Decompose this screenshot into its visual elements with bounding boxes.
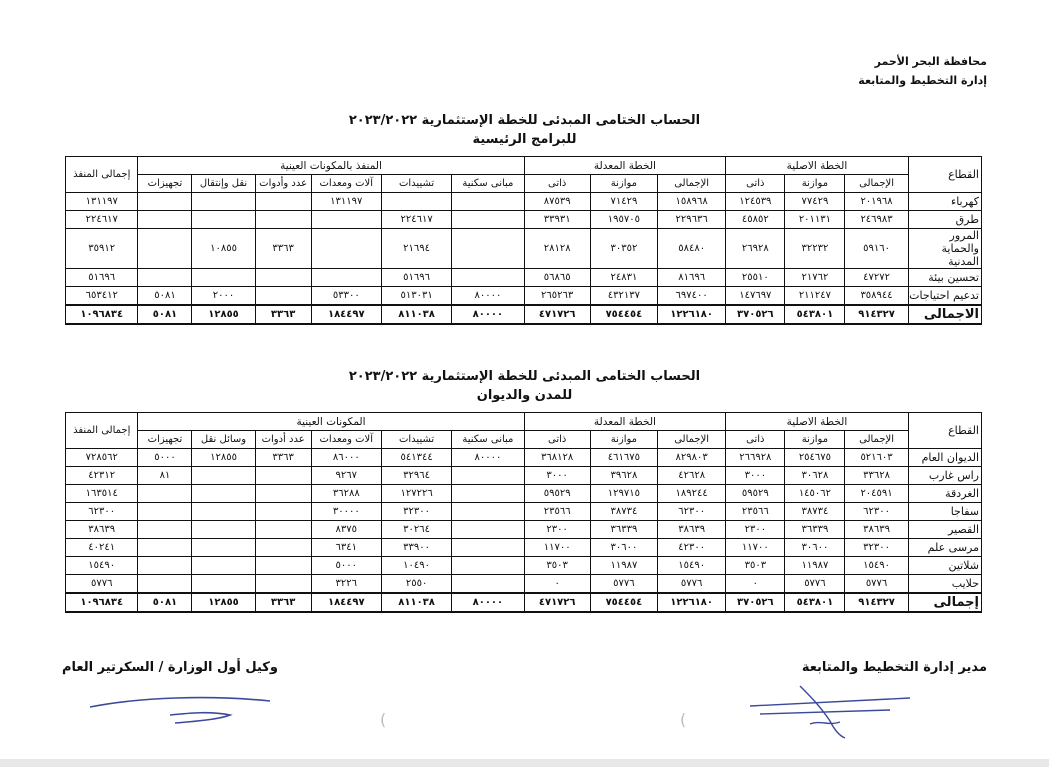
value-cell: ١٥٤٩٠: [845, 557, 908, 575]
signature-scribble-right: [740, 676, 920, 746]
value-cell: ٥٢١٦٠٣: [845, 449, 908, 467]
value-cell: ٥١٦٩٦: [66, 269, 138, 287]
value-cell: ٣٢٣٠٠: [845, 539, 908, 557]
table2-subtitle: للمدن والديوان: [476, 388, 573, 403]
value-cell: ٣٦٣٣٩: [590, 521, 657, 539]
value-cell: ٣٣٦٢٨: [845, 467, 908, 485]
value-cell: ٢٦٥٢٦٣: [524, 287, 590, 306]
value-cell: ١٢٨٥٥: [192, 593, 255, 612]
table-row: [66, 557, 982, 575]
value-cell: [138, 193, 192, 211]
executed-components-header: المكونات العينية: [138, 413, 524, 431]
value-cell: ٥٦٨٦٥: [524, 269, 590, 287]
column-subheader: موازنة: [785, 431, 845, 449]
value-cell: ٧٥٤٤٥٤: [590, 593, 657, 612]
value-cell: ٨٠٠٠٠: [452, 449, 524, 467]
value-cell: ٨١١٠٣٨: [381, 305, 451, 324]
value-cell: ١٠٩٦٨٣٤: [66, 305, 138, 324]
value-cell: ٣٠٦٠٠: [590, 539, 657, 557]
value-cell: ١٣١١٩٧: [311, 193, 381, 211]
value-cell: [192, 575, 255, 594]
value-cell: ٢٥٥٠: [381, 575, 451, 594]
column-subheader: ذاتى: [524, 431, 590, 449]
column-subheader: آلات ومعدات: [311, 175, 381, 193]
value-cell: [192, 269, 255, 287]
value-cell: ٨٠٠٠٠: [452, 305, 524, 324]
sector-name-cell: الغردقة: [908, 485, 981, 503]
table-row: [66, 503, 982, 521]
value-cell: [452, 269, 524, 287]
value-cell: [311, 211, 381, 229]
value-cell: [138, 269, 192, 287]
value-cell: ٢٤٦٩٨٣: [845, 211, 908, 229]
value-cell: ٣٠٠٠: [524, 467, 590, 485]
value-cell: ٨٠٠٠٠: [452, 593, 524, 612]
value-cell: ١٥٤٩٠: [658, 557, 726, 575]
value-cell: ٣٠٦٢٨: [785, 467, 845, 485]
column-subheader: تجهيزات: [138, 431, 192, 449]
executed-components-header: المنفذ بالمكونات العينية: [138, 157, 524, 175]
value-cell: [138, 539, 192, 557]
value-cell: ٣٠٦٠٠: [785, 539, 845, 557]
table-row: [66, 485, 982, 503]
signature-title-right: مدير إدارة التخطيط والمتابعة: [801, 660, 987, 675]
value-cell: [255, 557, 311, 575]
value-cell: ٣٦٣٣٩: [785, 521, 845, 539]
value-cell: ٣٠٣٥٢: [590, 229, 657, 269]
value-cell: ٧١٤٢٩: [590, 193, 657, 211]
total-executed-header: إجمالى المنفذ: [66, 413, 138, 449]
value-cell: ٨٧٥٣٩: [524, 193, 590, 211]
total-executed-header: إجمالى المنفذ: [66, 157, 138, 193]
value-cell: ٥٠٨١: [138, 305, 192, 324]
value-cell: ٣٢٢٣٢: [785, 229, 845, 269]
table2-title: الحساب الختامى المبدئى للخطة الإستثمارية ٢٠٢٣/٢٠٢٢: [348, 369, 701, 384]
value-cell: ٤٥٨٥٢: [726, 211, 785, 229]
value-cell: ٥٩٥٢٩: [726, 485, 785, 503]
value-cell: ٦٥٣٤١٢: [66, 287, 138, 306]
value-cell: ٢٥٥١٠: [726, 269, 785, 287]
sector-name-cell: حلايب: [908, 575, 981, 594]
binder-hole-mark: (: [380, 710, 387, 729]
value-cell: [255, 503, 311, 521]
column-subheader: وسائل نقل: [192, 431, 255, 449]
value-cell: ٥٠٨١: [138, 287, 192, 306]
value-cell: [138, 557, 192, 575]
value-cell: ٨٢٩٨٠٣: [658, 449, 726, 467]
value-cell: [311, 229, 381, 269]
sector-name-cell: الديوان العام: [908, 449, 981, 467]
value-cell: ٣٦٨١٢٨: [524, 449, 590, 467]
value-cell: ٤٦١٦٧٥: [590, 449, 657, 467]
value-cell: [381, 193, 451, 211]
table1-title: الحساب الختامى المبدئى للخطة الإستثمارية ٢٠٢٣/٢٠٢٢: [348, 113, 701, 128]
column-subheader: ذاتى: [726, 175, 785, 193]
value-cell: ٣٩٦٢٨: [590, 467, 657, 485]
value-cell: ٩١٤٣٢٧: [845, 305, 908, 324]
sector-name-cell: الاجمالى: [908, 305, 981, 324]
value-cell: ٥٩٥٢٩: [524, 485, 590, 503]
value-cell: ١٣١١٩٧: [66, 193, 138, 211]
modified-plan-header: الخطة المعدلة: [524, 157, 726, 175]
value-cell: ٣٧٠٥٢٦: [726, 305, 785, 324]
column-subheader: ذاتى: [524, 175, 590, 193]
value-cell: ١٥٨٩٦٨: [658, 193, 726, 211]
sector-name-cell: مرسى علم: [908, 539, 981, 557]
value-cell: ٣٨٧٣٤: [785, 503, 845, 521]
column-subheader: عدد وأدوات: [255, 175, 311, 193]
value-cell: ١٢٢٦١٨٠: [658, 593, 726, 612]
value-cell: ٣٣٦٣: [255, 593, 311, 612]
value-cell: ١٨٤٤٩٧: [311, 593, 381, 612]
document-header: [858, 52, 987, 90]
scan-edge: [0, 759, 1049, 767]
value-cell: ٥٧٧٦: [590, 575, 657, 594]
governorate-name: محافظة البحر الأحمر: [874, 55, 987, 68]
value-cell: ٣٥٨٩٤٤: [845, 287, 908, 306]
value-cell: ١١٩٨٧: [785, 557, 845, 575]
value-cell: ١٢٩٧١٥: [590, 485, 657, 503]
value-cell: ١٢٢٦١٨٠: [658, 305, 726, 324]
value-cell: ١٢٤٥٣٩: [726, 193, 785, 211]
value-cell: ٢٦٦٩٢٨: [726, 449, 785, 467]
column-subheader: مبانى سكنية: [452, 431, 524, 449]
sector-name-cell: سفاجا: [908, 503, 981, 521]
value-cell: ١١٩٨٧: [590, 557, 657, 575]
value-cell: ٢٣٠٠: [524, 521, 590, 539]
value-cell: [192, 521, 255, 539]
value-cell: ٣٢٣٠٠: [381, 503, 451, 521]
sector-header: القطاع: [908, 157, 981, 193]
value-cell: ٢٤٨٣١: [590, 269, 657, 287]
value-cell: ٣٢٩٦٤: [381, 467, 451, 485]
value-cell: [452, 211, 524, 229]
table-row: [66, 593, 982, 612]
value-cell: ٢٣٥٦٦: [726, 503, 785, 521]
value-cell: ٢٢٤٦١٧: [66, 211, 138, 229]
value-cell: [192, 485, 255, 503]
sector-name-cell: القصير: [908, 521, 981, 539]
value-cell: ٥٤١٣٤٤: [381, 449, 451, 467]
sector-header: القطاع: [908, 413, 981, 449]
column-subheader: موازنة: [590, 431, 657, 449]
cities-table: [65, 412, 982, 613]
value-cell: ٤٧١٧٢٦: [524, 305, 590, 324]
value-cell: ٢٣٠٠: [726, 521, 785, 539]
table-row: [66, 305, 982, 324]
column-subheader: مبانى سكنية: [452, 175, 524, 193]
value-cell: ٨١١٠٣٨: [381, 593, 451, 612]
value-cell: ٣٨٦٣٩: [845, 521, 908, 539]
sector-name-cell: كهرباء: [908, 193, 981, 211]
value-cell: ٥٤٣٨٠١: [785, 593, 845, 612]
value-cell: ٦٢٣٠٠: [658, 503, 726, 521]
sector-name-cell: شلاتين: [908, 557, 981, 575]
value-cell: [255, 269, 311, 287]
table-row: [66, 287, 982, 306]
value-cell: ٥٧٧٦: [66, 575, 138, 594]
value-cell: ٣٨٦٣٩: [658, 521, 726, 539]
value-cell: ٦٢٣٠٠: [66, 503, 138, 521]
column-subheader: موازنة: [785, 175, 845, 193]
value-cell: ٨٣٧٥: [311, 521, 381, 539]
column-subheader: عدد أدوات: [255, 431, 311, 449]
value-cell: ٥٠٠٠: [311, 557, 381, 575]
value-cell: [192, 467, 255, 485]
original-plan-header: الخطة الاصلية: [726, 157, 908, 175]
value-cell: ٣٦٢٨٨: [311, 485, 381, 503]
value-cell: [255, 485, 311, 503]
table-row: [66, 575, 982, 594]
value-cell: ٢٢٤٦١٧: [381, 211, 451, 229]
value-cell: ٦٩٧٤٠٠: [658, 287, 726, 306]
column-subheader: الإجمالى: [845, 431, 908, 449]
value-cell: [452, 485, 524, 503]
sector-name-cell: المرور والحماية المدنية: [908, 229, 981, 269]
value-cell: ١٤٥٠٦٢: [785, 485, 845, 503]
value-cell: [138, 575, 192, 594]
value-cell: ١٠٨٥٥: [192, 229, 255, 269]
value-cell: ٣٠٢٦٤: [381, 521, 451, 539]
value-cell: ٣٣٦٣: [255, 305, 311, 324]
binder-hole-mark: (: [680, 710, 687, 729]
value-cell: ٣٢٢٦: [311, 575, 381, 594]
value-cell: ٥٩١٦٠: [845, 229, 908, 269]
value-cell: ٣٥٩١٢: [66, 229, 138, 269]
value-cell: [452, 521, 524, 539]
value-cell: ٣٣٩٠٠: [381, 539, 451, 557]
modified-plan-header: الخطة المعدلة: [524, 413, 726, 431]
value-cell: ٢١٦٩٤: [381, 229, 451, 269]
value-cell: ٦٣٤١: [311, 539, 381, 557]
column-subheader: آلات ومعدات: [311, 431, 381, 449]
table-row: [66, 467, 982, 485]
value-cell: ١٢٧٢٢٦: [381, 485, 451, 503]
value-cell: ٤٢٦٢٨: [658, 467, 726, 485]
column-subheader: تجهيزات: [138, 175, 192, 193]
table-row: [66, 193, 982, 211]
value-cell: ٤٣٢١٣٧: [590, 287, 657, 306]
value-cell: ٣٨٧٣٤: [590, 503, 657, 521]
signature-scribble-left: [80, 685, 280, 735]
value-cell: ٢٢٩٦٣٦: [658, 211, 726, 229]
value-cell: ٠: [524, 575, 590, 594]
value-cell: [452, 193, 524, 211]
value-cell: ٤٢٣٠٠: [658, 539, 726, 557]
value-cell: ٣٣٦٣: [255, 229, 311, 269]
value-cell: ٧٢٨٥٦٢: [66, 449, 138, 467]
value-cell: ٢٣٥٦٦: [524, 503, 590, 521]
value-cell: ١١٧٠٠: [524, 539, 590, 557]
value-cell: ٢٠١١٣١: [785, 211, 845, 229]
value-cell: ٣٥٠٣: [726, 557, 785, 575]
value-cell: ٥٠٨١: [138, 593, 192, 612]
column-subheader: الإجمالى: [658, 175, 726, 193]
sector-name-cell: إجمالى: [908, 593, 981, 612]
table-row: [66, 211, 982, 229]
value-cell: ٤٠٢٤١: [66, 539, 138, 557]
value-cell: [255, 211, 311, 229]
table-row: [66, 449, 982, 467]
value-cell: ٤٧٢٧٢: [845, 269, 908, 287]
value-cell: ٥٣٣٠٠: [311, 287, 381, 306]
value-cell: ٢١٧٦٢: [785, 269, 845, 287]
value-cell: ٥٧٧٦: [785, 575, 845, 594]
value-cell: [255, 521, 311, 539]
value-cell: ٩١٤٣٢٧: [845, 593, 908, 612]
value-cell: ١٨٤٤٩٧: [311, 305, 381, 324]
value-cell: ٨١٦٩٦: [658, 269, 726, 287]
sector-name-cell: راس غارب: [908, 467, 981, 485]
value-cell: [452, 229, 524, 269]
table-row: [66, 269, 982, 287]
department-name: إدارة التخطيط والمتابعة: [858, 74, 987, 87]
column-subheader: نقل وإنتقال: [192, 175, 255, 193]
value-cell: [452, 467, 524, 485]
value-cell: ٥٧٧٦: [658, 575, 726, 594]
value-cell: [311, 269, 381, 287]
value-cell: ٥٤٣٨٠١: [785, 305, 845, 324]
value-cell: [255, 467, 311, 485]
column-subheader: تشييدات: [381, 175, 451, 193]
value-cell: ٥٠٠٠: [138, 449, 192, 467]
value-cell: [138, 503, 192, 521]
value-cell: ٢٦٩٢٨: [726, 229, 785, 269]
value-cell: [452, 539, 524, 557]
value-cell: ٨٦٠٠٠: [311, 449, 381, 467]
value-cell: [452, 575, 524, 594]
value-cell: ٥٨٤٨٠: [658, 229, 726, 269]
value-cell: ٢١١٢٤٧: [785, 287, 845, 306]
value-cell: ١٩٥٧٠٥: [590, 211, 657, 229]
value-cell: [255, 193, 311, 211]
table-row: [66, 521, 982, 539]
value-cell: ٧٥٤٤٥٤: [590, 305, 657, 324]
value-cell: [138, 485, 192, 503]
value-cell: [452, 557, 524, 575]
value-cell: [192, 539, 255, 557]
table-row: [66, 539, 982, 557]
value-cell: ١٨٩٢٤٤: [658, 485, 726, 503]
value-cell: ٣٣٩٣١: [524, 211, 590, 229]
table-row: [66, 229, 982, 269]
column-subheader: الإجمالى: [845, 175, 908, 193]
value-cell: [452, 503, 524, 521]
value-cell: ١٢٨٥٥: [192, 449, 255, 467]
value-cell: ٢٠٠٠: [192, 287, 255, 306]
value-cell: [138, 229, 192, 269]
value-cell: ٩٢٦٧: [311, 467, 381, 485]
value-cell: ٣٠٠٠٠: [311, 503, 381, 521]
column-subheader: موازنة: [590, 175, 657, 193]
value-cell: ٣٧٠٥٢٦: [726, 593, 785, 612]
value-cell: ٢٥٤٦٧٥: [785, 449, 845, 467]
value-cell: ١٦٣٥١٤: [66, 485, 138, 503]
table1-subtitle: للبرامج الرئيسية: [472, 132, 577, 147]
sector-name-cell: تحسين بيئة: [908, 269, 981, 287]
value-cell: [255, 287, 311, 306]
value-cell: [255, 539, 311, 557]
value-cell: ٤٧١٧٢٦: [524, 593, 590, 612]
value-cell: ٢٠١٩٦٨: [845, 193, 908, 211]
value-cell: ٥٧٧٦: [845, 575, 908, 594]
column-subheader: ذاتى: [726, 431, 785, 449]
value-cell: ٨١: [138, 467, 192, 485]
value-cell: [138, 211, 192, 229]
value-cell: ٣٣٦٣: [255, 449, 311, 467]
value-cell: [192, 193, 255, 211]
value-cell: ١٢٨٥٥: [192, 305, 255, 324]
value-cell: ٨٠٠٠٠: [452, 287, 524, 306]
value-cell: [192, 503, 255, 521]
value-cell: ٥١٣٠٣١: [381, 287, 451, 306]
value-cell: ١٠٤٩٠: [381, 557, 451, 575]
value-cell: ١١٧٠٠: [726, 539, 785, 557]
value-cell: ١٠٩٦٨٣٤: [66, 593, 138, 612]
value-cell: ٢٠٤٥٩١: [845, 485, 908, 503]
value-cell: ٧٧٤٢٩: [785, 193, 845, 211]
sector-name-cell: طرق: [908, 211, 981, 229]
value-cell: ٦٢٣٠٠: [845, 503, 908, 521]
value-cell: [192, 211, 255, 229]
value-cell: ٣٨٦٣٩: [66, 521, 138, 539]
value-cell: [255, 575, 311, 594]
value-cell: [192, 557, 255, 575]
sector-name-cell: تدعيم احتياجات: [908, 287, 981, 306]
original-plan-header: الخطة الاصلية: [726, 413, 908, 431]
value-cell: ١٥٤٩٠: [66, 557, 138, 575]
value-cell: ٣٠٠٠: [726, 467, 785, 485]
value-cell: ٢٨١٢٨: [524, 229, 590, 269]
value-cell: [138, 521, 192, 539]
value-cell: ٥١٦٩٦: [381, 269, 451, 287]
value-cell: ٤٢٣١٢: [66, 467, 138, 485]
value-cell: ٠: [726, 575, 785, 594]
main-programs-table: [65, 156, 982, 325]
signature-title-left: وكيل أول الوزارة / السكرتير العام: [62, 660, 278, 675]
value-cell: ٣٥٠٣: [524, 557, 590, 575]
column-subheader: تشييدات: [381, 431, 451, 449]
column-subheader: الإجمالى: [658, 431, 726, 449]
value-cell: ١٤٧٦٩٧: [726, 287, 785, 306]
